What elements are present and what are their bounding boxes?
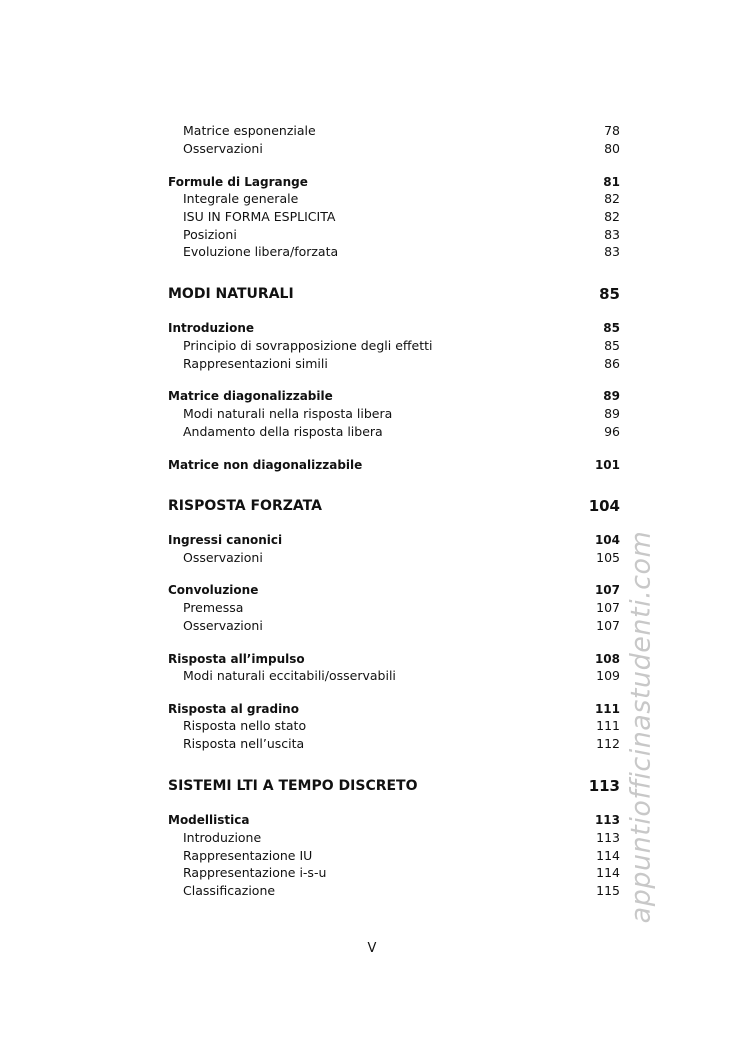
toc-section-label: Risposta all’impulso: [168, 652, 305, 666]
toc-section: [168, 811, 620, 829]
toc-section-page: 111: [594, 702, 620, 716]
toc-entry-page: 96: [604, 424, 620, 439]
toc-entry-label: Matrice esponenziale: [183, 123, 316, 138]
toc-entry: [168, 190, 620, 208]
toc-entry-label: ISU IN FORMA ESPLICITA: [183, 209, 336, 224]
toc-section: [168, 531, 620, 549]
toc-entry: [168, 882, 620, 900]
toc-entry: [168, 226, 620, 244]
toc-entry-page: 83: [604, 227, 620, 242]
toc-section-page: 81: [603, 175, 620, 189]
toc-entry: [168, 337, 620, 355]
toc-entry-label: Rappresentazione i-s-u: [183, 865, 327, 880]
toc-entry-label: Modi naturali eccitabili/osservabili: [183, 668, 396, 683]
toc-entry: [168, 243, 620, 261]
toc-entry: [168, 864, 620, 882]
toc-entry-page: 114: [596, 848, 620, 863]
toc-section-page: 113: [594, 813, 620, 827]
toc-entry-label: Premessa: [183, 600, 244, 615]
toc-entry: [168, 717, 620, 735]
toc-entry-label: Posizioni: [183, 227, 237, 242]
toc-entry-label: Principio di sovrapposizione degli effetti: [183, 338, 433, 353]
toc-section-label: Formule di Lagrange: [168, 175, 308, 189]
toc-section-label: Introduzione: [168, 321, 255, 335]
toc-entry-label: Rappresentazioni simili: [183, 356, 328, 371]
toc-entry: [168, 208, 620, 226]
toc-entry: [168, 122, 620, 140]
toc-entry-page: 82: [604, 191, 620, 206]
toc-entry-page: 82: [604, 209, 620, 224]
toc-entry: [168, 405, 620, 423]
toc-entry-page: 89: [604, 406, 620, 421]
toc-chapter-page: 104: [588, 497, 620, 515]
toc-entry: [168, 667, 620, 685]
toc-section: [168, 650, 620, 668]
toc-entry-label: Risposta nello stato: [183, 718, 307, 733]
toc-entry-label: Osservazioni: [183, 141, 263, 156]
toc-entry: [168, 617, 620, 635]
toc-entry: [168, 847, 620, 865]
toc-entry-label: Classificazione: [183, 883, 276, 898]
toc-section-label: Matrice non diagonalizzabile: [168, 458, 363, 472]
toc-chapter: [168, 496, 620, 516]
toc-entry-label: Osservazioni: [183, 618, 263, 633]
toc-entry-page: 111: [596, 718, 620, 733]
toc-entry: [168, 599, 620, 617]
toc-chapter-label: SISTEMI LTI A TEMPO DISCRETO: [168, 778, 418, 794]
toc-entry-page: 115: [596, 883, 620, 898]
toc-section-label: Convoluzione: [168, 583, 259, 597]
toc-entry-page: 112: [596, 736, 620, 751]
toc-entry: [168, 549, 620, 567]
toc-entry-label: Modi naturali nella risposta libera: [183, 406, 393, 421]
toc-entry-label: Integrale generale: [183, 191, 299, 206]
toc-section-page: 107: [594, 583, 620, 597]
toc-entry-label: Rappresentazione IU: [183, 848, 313, 863]
toc-chapter-label: MODI NATURALI: [168, 286, 294, 302]
toc-entry-page: 85: [604, 338, 620, 353]
toc-section-label: Risposta al gradino: [168, 702, 299, 716]
toc-chapter-label: RISPOSTA FORZATA: [168, 498, 322, 514]
toc-entry-label: Evoluzione libera/forzata: [183, 244, 339, 259]
page-number: V: [367, 941, 377, 956]
toc-chapter-page: 113: [588, 777, 620, 795]
toc-section-page: 89: [603, 389, 620, 403]
toc-chapter: [168, 776, 620, 796]
toc-entry-page: 107: [596, 600, 620, 615]
toc-entry-page: 114: [596, 865, 620, 880]
toc-entry: [168, 355, 620, 373]
toc-entry-label: Osservazioni: [183, 550, 263, 565]
toc-entry-page: 80: [604, 141, 620, 156]
toc-entry-page: 113: [596, 830, 620, 845]
toc-entry: [168, 735, 620, 753]
toc-entry: [168, 829, 620, 847]
toc-entry: [168, 423, 620, 441]
toc-section-page: 101: [594, 458, 620, 472]
toc-section-page: 104: [594, 533, 620, 547]
toc-section: [168, 456, 620, 474]
toc-entry-page: 109: [596, 668, 620, 683]
toc-section-label: Ingressi canonici: [168, 533, 283, 547]
toc-chapter: [168, 284, 620, 304]
toc-entry-label: Introduzione: [183, 830, 262, 845]
toc-entry-label: Risposta nell’uscita: [183, 736, 305, 751]
toc-chapter-page: 85: [599, 285, 620, 303]
toc-entry-page: 83: [604, 244, 620, 259]
toc-entry-page: 86: [604, 356, 620, 371]
toc-entry: [168, 140, 620, 158]
toc-section: [168, 319, 620, 337]
toc-entry-page: 78: [604, 123, 620, 138]
toc-entry-label: Andamento della risposta libera: [183, 424, 383, 439]
toc-section-page: 85: [603, 321, 620, 335]
toc-section: [168, 173, 620, 191]
watermark: appuntiofficinastudenti.com: [625, 530, 657, 924]
toc-section: [168, 581, 620, 599]
toc-section-label: Matrice diagonalizzabile: [168, 389, 333, 403]
toc-section: [168, 387, 620, 405]
toc-section-page: 108: [594, 652, 620, 666]
toc-section: [168, 700, 620, 718]
toc-section-label: Modellistica: [168, 813, 250, 827]
toc-entry-page: 107: [596, 618, 620, 633]
toc-entry-page: 105: [596, 550, 620, 565]
